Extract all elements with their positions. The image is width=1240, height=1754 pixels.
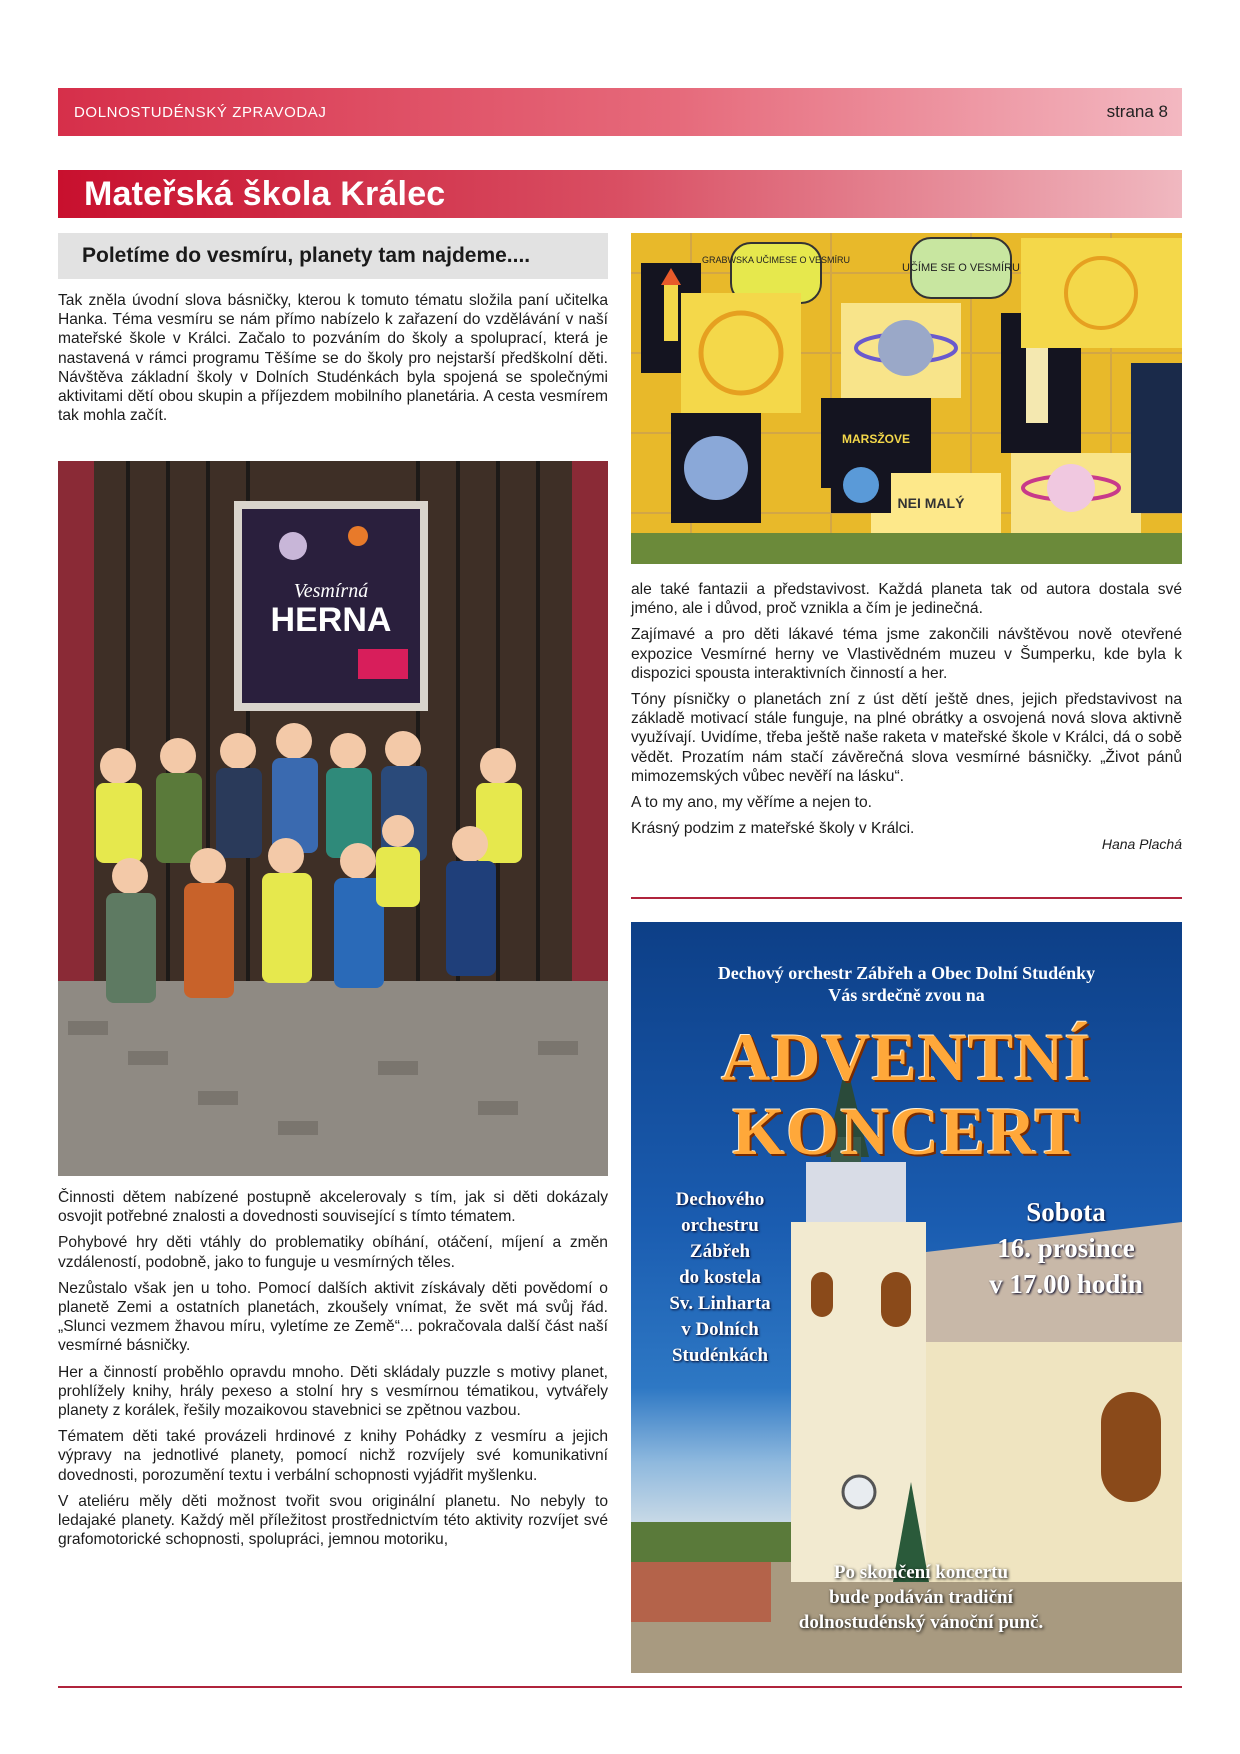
board-label-2: UČÍME SE O VESMÍRU <box>902 262 1020 274</box>
poster-footer-line: dolnostudénský vánoční punč. <box>798 1612 1044 1633</box>
article-intro <box>58 291 608 432</box>
kids-photo-poster-word2: HERNA <box>270 601 392 639</box>
right-column-divider <box>631 897 1182 899</box>
poster-intro-line1: Dechový orchestr Zábřeh a Obec Dolní Studénky <box>717 963 1096 983</box>
kids-photo-illustration <box>58 461 608 1176</box>
page-bottom-divider <box>58 1686 1182 1688</box>
poster-date-line: 16. prosince <box>997 1233 1135 1263</box>
poster-venue-line: Studénkách <box>671 1345 769 1366</box>
poster-venue-line: Sv. Linharta <box>669 1293 771 1314</box>
poster-footer-line: Po skončení koncertu <box>833 1562 1009 1583</box>
page-number: strana 8 <box>1106 102 1168 121</box>
kids-photo <box>58 461 608 1176</box>
article-headline: Poletíme do vesmíru, planety tam najdeme.... <box>82 244 531 267</box>
intro-paragraph: Tak zněla úvodní slova básničky, kterou k tomuto tématu složila paní učitelka Hanka. Téma vesmíru se nám přímo nabízelo k zařazení do vzdělávání v naší mateřské škole v Králci. Začalo to pozváním do školy a spoluprací, která je nastavená v rámci programu Těšíme se do školy pro nejstarší předškolní děti. Návštěva základní školy v Dolních Studénkách byla spojená se společnými aktivitami dětí obou skupin a příjezdem mobilního planetária. A cesta vesmírem tak mohla začít. <box>58 292 608 425</box>
right-paragraph-4: A to my ano, my věříme a nejen to. <box>631 794 872 812</box>
right-paragraph-3: Tóny písničky o planetách zní z úst dětí ještě dnes, jejich představivost na základě motivací stále funguje, na plné obrátky a osvojená nová slova aktivně využívají. Uvidíme, třeba ještě naše raketa v mateřské škole v Králci, dá o sobě vědět. Prozatím nám stačí závěrečná slova vesmírné básničky. „Život pánů mimozemských vůbec nevěří na lásku“. <box>631 691 1182 785</box>
left-paragraph-4: Her a činností proběhlo opravdu mnoho. Děti skládaly puzzle s motivy planet, prohlížely knihy, hrály pexeso a stolní hry s vesmírnou tématikou, vytvářely planety z korálek, řešily mozaikovou stavebnici se zpětnou vazbou. <box>58 1363 608 1420</box>
left-paragraph-2: Pohybové hry děti vtáhly do problematiky obíhání, otáčení, míjení a změn vzdáleností, podobně, jako to funguje u vesmírných těles. <box>58 1234 608 1271</box>
board-label-4: NEI MALÝ <box>897 495 965 511</box>
poster-venue-line: orchestru <box>681 1215 759 1236</box>
article-subhead <box>58 233 608 279</box>
poster-footer <box>721 1560 1121 1635</box>
left-paragraph-6: V ateliéru měly děti možnost tvořit svou originální planetu. No nebyly to ledajaké planety. Každý měl příležitost prostřednictvím této aktivity rozvíjet své grafomotorické schopnosti, spolupráci, jemnou motoriku, <box>58 1492 608 1549</box>
right-paragraph-2: Zajímavé a pro děti lákavé téma jsme zakončili návštěvou nově otevřené expozice Vesmírné herny ve Vlastivědném muzeu v Šumperku, kde byla k dispozici spousta interaktivních činností a her. <box>631 626 1182 682</box>
page-header <box>58 88 1182 136</box>
board-label-3: MARSŽOVE <box>841 432 911 446</box>
kids-photo-poster-word1: Vesmírná <box>293 580 369 602</box>
poster-date-line: Sobota <box>1026 1197 1106 1227</box>
planets-board-illustration <box>631 233 1182 564</box>
poster-venue-line: Dechového <box>675 1189 765 1210</box>
poster-footer-line: bude podáván tradiční <box>829 1587 1013 1608</box>
right-paragraph-1: ale také fantazii a představivost. Každá planeta tak od autora dostala své jméno, ale i důvod, proč vznikla a čím je jedinečná. <box>631 581 1182 618</box>
poster-venue-line: do kostela <box>679 1267 761 1288</box>
left-paragraph-3: Nezůstalo však jen u toho. Pomocí dalších aktivit získávaly děti povědomí o planetě Zemi a ostatních planetách, zkoušely vnímat, že svět má svůj řád. „Slunci vezmem žhavou míru, vyletíme ze Země“... pokračovala další část naší vesmírné básničky. <box>58 1279 608 1355</box>
author-signature: Hana Plachá <box>1101 836 1182 853</box>
left-paragraph-1: Činnosti dětem nabízené postupně akcelerovaly s tím, jak si děti dokázaly osvojit potřebné znalosti a dovednosti související s tímto tématem. <box>58 1189 608 1226</box>
article-right-column <box>631 580 1182 862</box>
right-paragraph-5: Krásný podzim z mateřské školy v Králci. <box>631 820 915 838</box>
board-label-1: GRABWSKA UČIMESE O VESMÍRU <box>701 255 851 265</box>
section-title: Mateřská škola Králec <box>84 174 446 213</box>
left-paragraph-5: Tématem děti také provázeli hrdinové z knihy Pohádky z vesmíru a jejich výpravy na jednotlivé planety, pomocí nichž rozvíjely své komunikativní dovednosti, porozumění textu i verbální schopnosti vyjádřit myšlenku. <box>58 1428 608 1484</box>
poster-title-line1: ADVENTNÍ <box>721 1019 1092 1095</box>
poster-venue <box>645 1187 795 1369</box>
article-left-column <box>58 1188 608 1556</box>
poster-venue-line: v Dolních <box>681 1319 759 1340</box>
magazine-title: DOLNOSTUDÉNSKÝ ZPRAVODAJ <box>74 103 327 121</box>
poster-date <box>961 1194 1171 1302</box>
planets-board-photo <box>631 233 1182 564</box>
poster-intro-line2: Vás srdečně zvou na <box>828 985 985 1005</box>
poster-intro <box>631 962 1182 1006</box>
advent-concert-poster <box>631 922 1182 1673</box>
poster-date-line: v 17.00 hodin <box>989 1269 1143 1299</box>
poster-venue-line: Zábřeh <box>689 1241 751 1262</box>
section-banner <box>58 170 1182 218</box>
poster-title-line2: KONCERT <box>732 1093 1081 1169</box>
